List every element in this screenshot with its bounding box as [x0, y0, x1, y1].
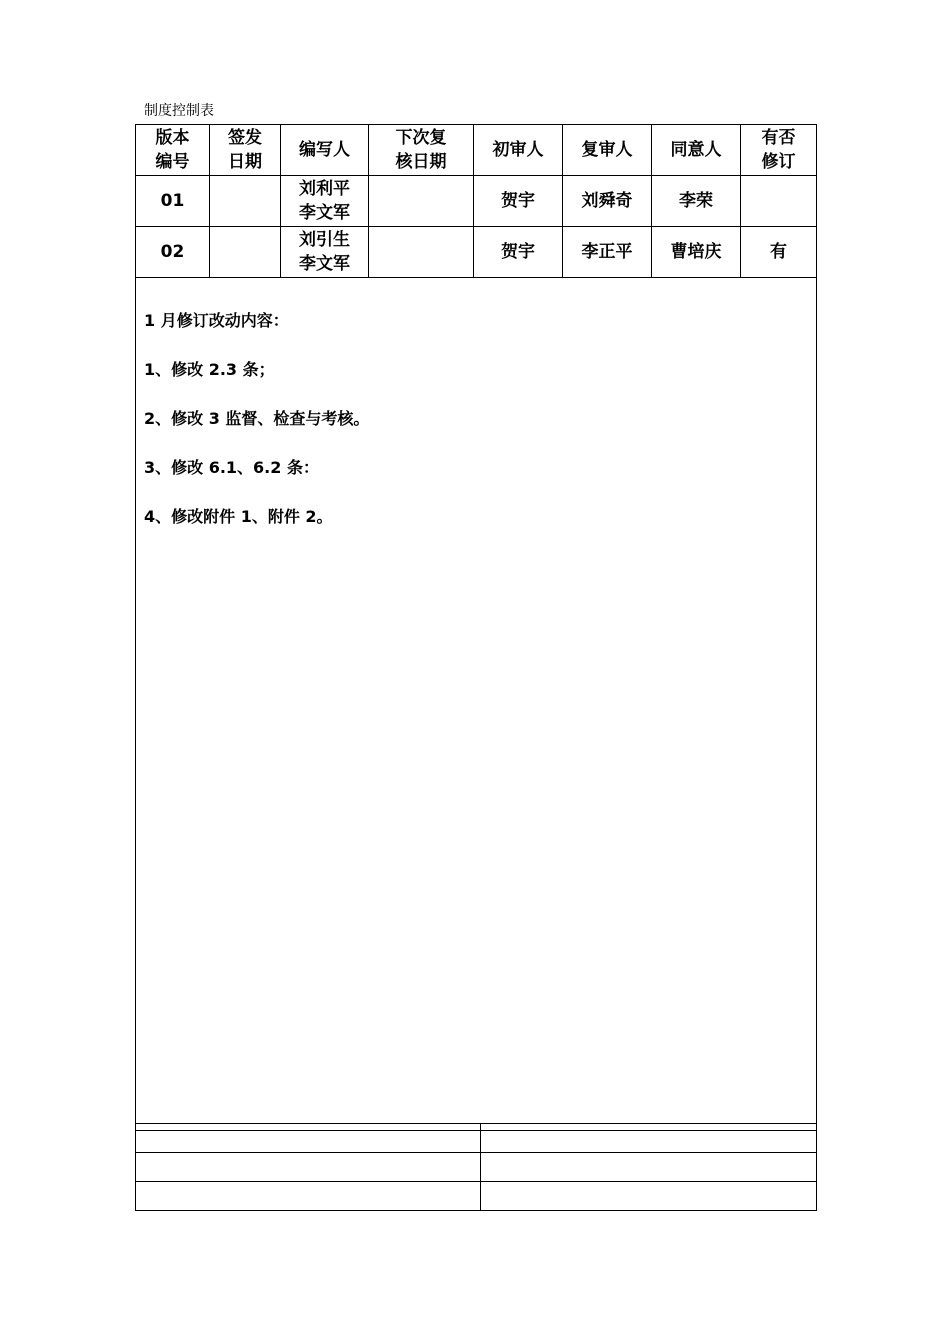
header-author: 编写人: [281, 125, 369, 176]
note-item: 4、修改附件 1、附件 2。: [144, 507, 333, 526]
cell-approver: 曹培庆: [652, 227, 741, 278]
header-row: [136, 125, 817, 176]
cell-revised: 有: [741, 227, 817, 278]
cell-first-reviewer: 贺宇: [474, 176, 563, 227]
cell-version-number: 02: [136, 227, 210, 278]
cell-issue-date: [210, 227, 281, 278]
header-next-review-date: 下次复 核日期: [369, 125, 474, 176]
cell-second-reviewer: 李正平: [563, 227, 652, 278]
note-item: 3、修改 6.1、6.2 条：: [144, 458, 319, 477]
header-version-number: 版本 编号: [136, 125, 210, 176]
note-item: 1、修改 2.3 条；: [144, 360, 275, 379]
header-second-reviewer: 复审人: [563, 125, 652, 176]
notes-row: [136, 278, 817, 1131]
cell-first-reviewer: 贺宇: [474, 227, 563, 278]
footer-row: [136, 1182, 817, 1211]
control-table: [135, 124, 817, 1131]
header-issue-date: 签发 日期: [210, 125, 281, 176]
document-caption: 制度控制表: [144, 103, 214, 119]
header-revised: 有否 修订: [741, 125, 817, 176]
cell-next-review-date: [369, 176, 474, 227]
cell-author: 刘利平 李文军: [281, 176, 369, 227]
cell-approver: 李荣: [652, 176, 741, 227]
footer-cell-left: [136, 1124, 481, 1153]
table-row: [136, 227, 817, 278]
notes-title: 1 月修订改动内容：: [144, 311, 289, 330]
cell-author: 刘引生 李文军: [281, 227, 369, 278]
footer-cell-right: [481, 1182, 817, 1211]
cell-next-review-date: [369, 227, 474, 278]
cell-version-number: 01: [136, 176, 210, 227]
revision-notes: [136, 278, 817, 1131]
footer-cell-left: [136, 1182, 481, 1211]
header-first-reviewer: 初审人: [474, 125, 563, 176]
footer-row: [136, 1124, 817, 1153]
cell-revised: [741, 176, 817, 227]
note-item: 2、修改 3 监督、检查与考核。: [144, 409, 370, 428]
footer-cell-right: [481, 1153, 817, 1182]
footer-row: [136, 1153, 817, 1182]
header-approver: 同意人: [652, 125, 741, 176]
footer-cell-left: [136, 1153, 481, 1182]
table-row: [136, 176, 817, 227]
cell-issue-date: [210, 176, 281, 227]
footer-cell-right: [481, 1124, 817, 1153]
cell-second-reviewer: 刘舜奇: [563, 176, 652, 227]
footer-grid: [135, 1123, 817, 1211]
